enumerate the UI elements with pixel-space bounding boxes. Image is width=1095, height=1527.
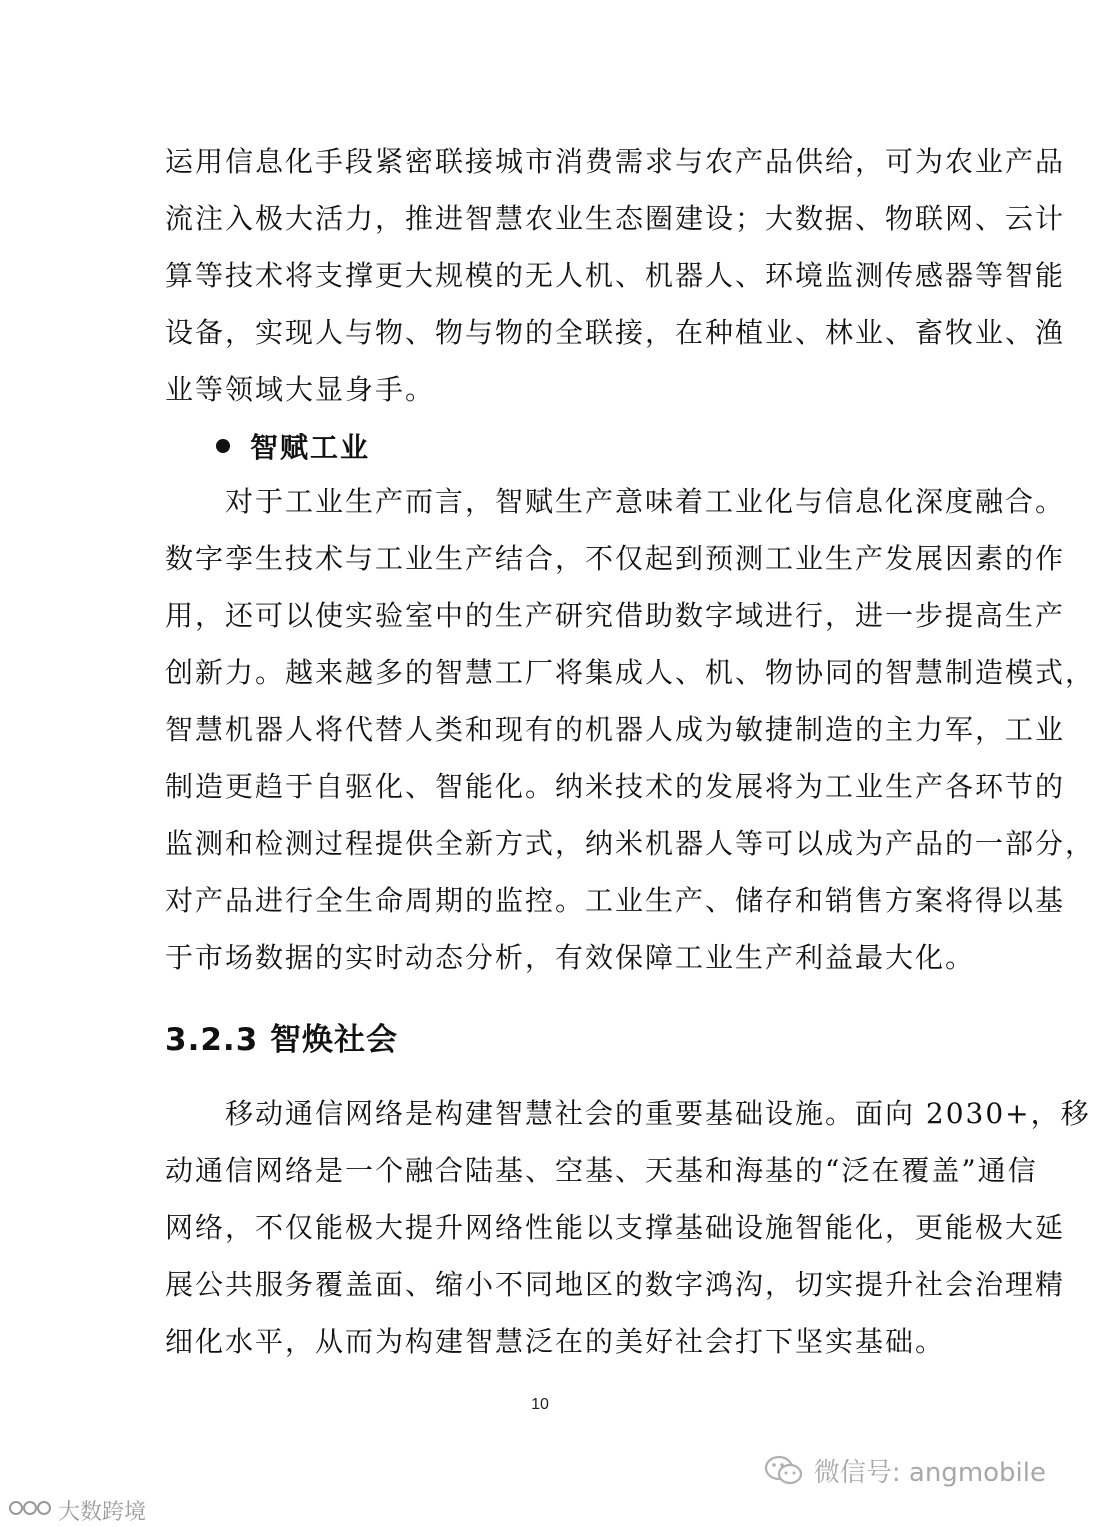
text-line: 细化水平，从而为构建智慧泛在的美好社会打下坚实基础。 <box>165 1325 946 1358</box>
site-watermark <box>8 1495 146 1526</box>
wechat-id-text: 微信号: angmobile <box>813 1458 1046 1488</box>
text-line: 制造更趋于自驱化、智能化。纳米技术的发展将为工业生产各环节的 <box>165 770 1066 803</box>
section-heading: 3.2.3 智焕社会 <box>165 1022 399 1058</box>
text-line: 运用信息化手段紧密联接城市消费需求与农产品供给，可为农业产品 <box>165 145 1066 178</box>
bullet-heading-text: 智赋工业 <box>250 431 371 464</box>
bullet-heading <box>216 426 370 466</box>
bullet-dot-icon <box>216 439 230 453</box>
text-line: 于市场数据的实时动态分析，有效保障工业生产利益最大化。 <box>165 941 976 974</box>
wechat-watermark <box>764 1452 1046 1489</box>
text-line: 创新力。越来越多的智慧工厂将集成人、机、物协同的智慧制造模式， <box>165 656 1095 689</box>
text-line: 对产品进行全生命周期的监控。工业生产、储存和销售方案将得以基 <box>165 884 1066 917</box>
text-line: 智慧机器人将代替人类和现有的机器人成为敏捷制造的主力军，工业 <box>165 713 1066 746</box>
text-line: 数字孪生技术与工业生产结合，不仅起到预测工业生产发展因素的作 <box>165 542 1066 575</box>
text-line: 监测和检测过程提供全新方式，纳米机器人等可以成为产品的一部分， <box>165 827 1095 860</box>
text-line: 网络，不仅能极大提升网络性能以支撑基础设施智能化，更能极大延 <box>165 1211 1066 1244</box>
text-line: 动通信网络是一个融合陆基、空基、天基和海基的“泛在覆盖”通信 <box>165 1154 1038 1187</box>
watermark-text: 大数跨境 <box>58 1500 147 1525</box>
text-line: 展公共服务覆盖面、缩小不同地区的数字鸿沟，切实提升社会治理精 <box>165 1268 1066 1301</box>
watermark-logo-icon <box>8 1497 52 1525</box>
text-line: 用，还可以使实验室中的生产研究借助数字域进行，进一步提高生产 <box>165 599 1066 632</box>
text-line: 移动通信网络是构建智慧社会的重要基础设施。面向 2030+，移 <box>165 1097 1091 1130</box>
page-number: 10 <box>531 1396 549 1413</box>
text-line: 设备，实现人与物、物与物的全联接，在种植业、林业、畜牧业、渔 <box>165 316 1066 349</box>
text-line: 算等技术将支撑更大规模的无人机、机器人、环境监测传感器等智能 <box>165 259 1066 292</box>
wechat-icon <box>764 1454 804 1488</box>
text-line: 业等领域大显身手。 <box>165 373 436 406</box>
text-line: 流注入极大活力，推进智慧农业生态圈建设；大数据、物联网、云计 <box>165 202 1066 235</box>
text-line: 对于工业生产而言，智赋生产意味着工业化与信息化深度融合。 <box>165 485 1066 518</box>
